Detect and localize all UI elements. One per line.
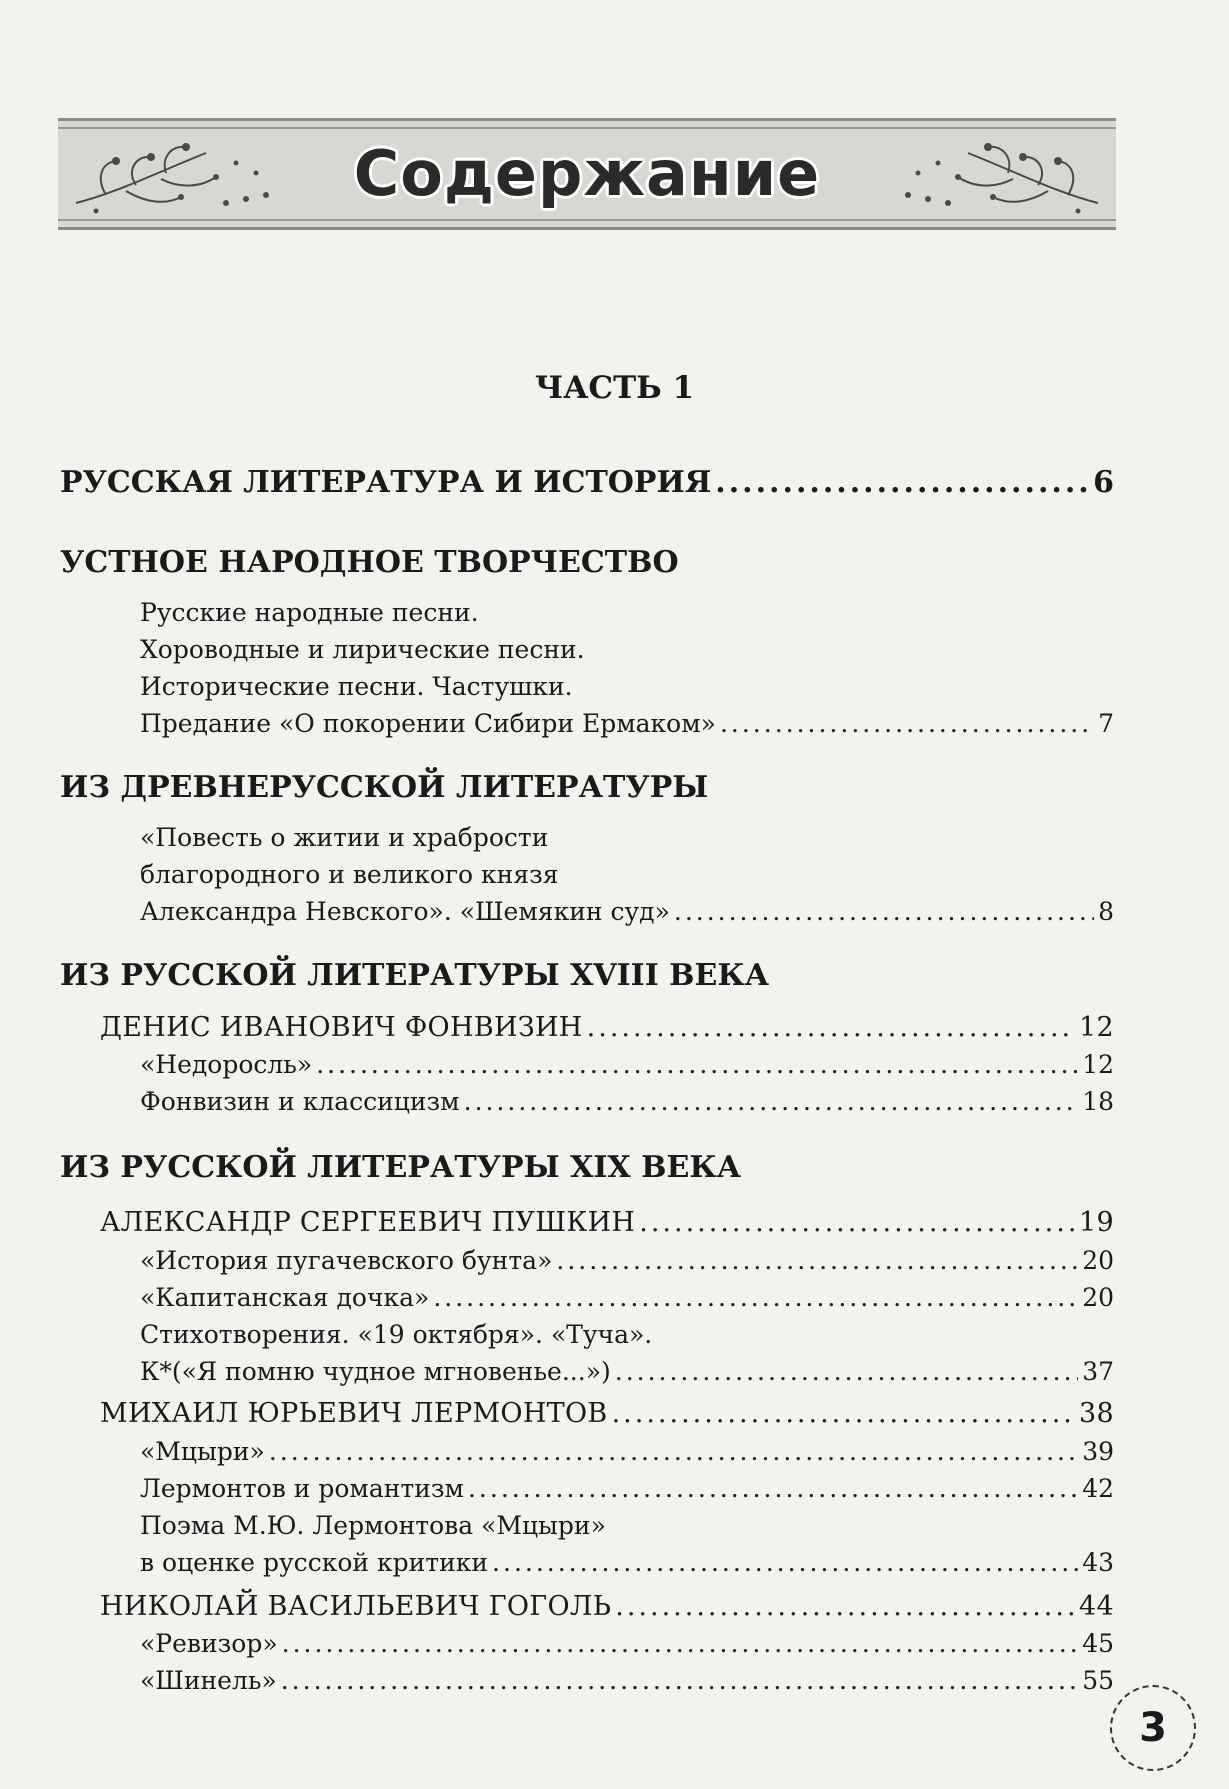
dot-leader <box>639 1207 1075 1238</box>
toc-page-number: 42 <box>1082 1474 1114 1503</box>
toc-subline-label: «Повесть о житии и храбрости <box>140 823 549 852</box>
toc-entry-label: К*(«Я помню чудное мгновенье...») <box>140 1357 611 1386</box>
toc-subline <box>140 823 548 852</box>
dot-leader <box>316 1050 1078 1079</box>
toc-subline-label: Поэма М.Ю. Лермонтова «Мцыри» <box>140 1511 606 1540</box>
dot-leader <box>464 1087 1079 1116</box>
toc-entry-pushkin-poems[interactable] <box>140 1357 1114 1386</box>
section-heading-label: УСТНОЕ НАРОДНОЕ ТВОРЧЕСТВО <box>60 545 679 580</box>
header-banner <box>58 118 1116 230</box>
toc-page-number: 38 <box>1079 1398 1114 1429</box>
toc-subline <box>140 635 585 664</box>
toc-entry-label: МИХАИЛ ЮРЬЕВИЧ ЛЕРМОНТОВ <box>100 1398 608 1429</box>
toc-entry-label: «Капитанская дочка» <box>140 1283 430 1312</box>
toc-entry-label: «Недоросль» <box>140 1050 313 1079</box>
toc-entry-label: АЛЕКСАНДР СЕРГЕЕВИЧ ПУШКИН <box>100 1207 636 1238</box>
toc-subline-label: благородного и великого князя <box>140 860 559 889</box>
dot-leader <box>556 1246 1078 1275</box>
toc-entry-label: Лермонтов и романтизм <box>140 1474 464 1503</box>
toc-page-number: 20 <box>1082 1246 1114 1275</box>
toc-subline-label: Русские народные песни. <box>140 598 479 627</box>
toc-page-number: 43 <box>1082 1548 1114 1577</box>
page-title: Содержание <box>353 137 821 210</box>
toc-entry-label: ДЕНИС ИВАНОВИЧ ФОНВИЗИН <box>100 1012 583 1043</box>
section-heading-xix <box>60 1150 741 1185</box>
toc-subline-label: Исторические песни. Частушки. <box>140 672 573 701</box>
toc-subline <box>140 1320 652 1349</box>
toc-entry-label: Фонвизин и классицизм <box>140 1087 460 1116</box>
toc-entry-nedorosl[interactable] <box>140 1050 1114 1079</box>
dot-leader <box>720 709 1094 738</box>
dot-leader <box>674 897 1094 926</box>
section-heading-label: ИЗ ДРЕВНЕРУССКОЙ ЛИТЕРАТУРЫ <box>60 770 709 805</box>
toc-author-pushkin[interactable] <box>100 1207 1114 1238</box>
dot-leader <box>492 1548 1078 1577</box>
section-heading-label: ИЗ РУССКОЙ ЛИТЕРАТУРЫ XIX ВЕКА <box>60 1150 742 1185</box>
section-heading-label: ИЗ РУССКОЙ ЛИТЕРАТУРЫ XVIII ВЕКА <box>60 958 770 993</box>
dot-leader <box>282 1629 1079 1658</box>
dot-leader <box>281 1666 1078 1695</box>
toc-page-number: 19 <box>1079 1207 1114 1238</box>
toc-subline <box>140 672 573 701</box>
toc-entry-label: РУССКАЯ ЛИТЕРАТУРА И ИСТОРИЯ <box>60 465 712 500</box>
toc-subline-label: Стихотворения. «19 октября». «Туча». <box>140 1320 653 1349</box>
toc-page-number: 44 <box>1079 1591 1114 1622</box>
toc-page-number: 6 <box>1093 465 1114 500</box>
toc-entry-ermak[interactable] <box>140 709 1114 738</box>
dot-leader <box>269 1437 1078 1466</box>
toc-page-number: 18 <box>1082 1087 1114 1116</box>
part-title: ЧАСТЬ 1 <box>534 370 695 406</box>
toc-subline <box>140 1511 606 1540</box>
toc-entry-label: Предание «О покорении Сибири Ермаком» <box>140 709 716 738</box>
toc-page-number: 55 <box>1082 1666 1114 1695</box>
floral-ornament-icon <box>888 133 1108 221</box>
toc-entry-lermontov-romanticism[interactable] <box>140 1474 1114 1503</box>
toc-subline <box>140 860 559 889</box>
toc-page-number: 12 <box>1079 1012 1114 1043</box>
toc-entry-mtsyri-criticism[interactable] <box>140 1548 1114 1577</box>
toc-page-number: 7 <box>1098 709 1114 738</box>
dot-leader <box>615 1591 1075 1622</box>
toc-entry-revizor[interactable] <box>140 1629 1114 1658</box>
toc-entry-label: «Ревизор» <box>140 1629 278 1658</box>
toc-entry-label: Александра Невского». «Шемякин суд» <box>140 897 670 926</box>
dot-leader <box>612 1398 1075 1429</box>
toc-entry-pugachev[interactable] <box>140 1246 1114 1275</box>
toc-author-lermontov[interactable] <box>100 1398 1114 1429</box>
dot-leader <box>587 1012 1075 1043</box>
section-heading-folk <box>60 545 679 580</box>
toc-page-number: 12 <box>1082 1050 1114 1079</box>
toc-subline <box>140 598 479 627</box>
toc-entry-label: «Мцыри» <box>140 1437 265 1466</box>
toc-entry-label: НИКОЛАЙ ВАСИЛЬЕВИЧ ГОГОЛЬ <box>100 1591 612 1622</box>
toc-page-number: 39 <box>1082 1437 1114 1466</box>
toc-page-number: 8 <box>1098 897 1114 926</box>
toc-entry-russian-literature-history[interactable] <box>60 465 1114 500</box>
toc-entry-label: «История пугачевского бунта» <box>140 1246 553 1275</box>
dot-leader <box>615 1357 1078 1386</box>
toc-entry-nevsky[interactable] <box>140 897 1114 926</box>
toc-entry-label: в оценке русской критики <box>140 1548 489 1577</box>
toc-entry-captains-daughter[interactable] <box>140 1283 1114 1312</box>
dot-leader <box>468 1474 1078 1503</box>
toc-entry-shinel[interactable] <box>140 1666 1114 1695</box>
dot-leader <box>433 1283 1078 1312</box>
toc-page-number: 45 <box>1082 1629 1114 1658</box>
toc-author-fonvizin[interactable] <box>100 1012 1114 1043</box>
section-heading-xviii <box>60 958 769 993</box>
toc-author-gogol[interactable] <box>100 1591 1114 1622</box>
section-heading-old-russian <box>60 770 708 805</box>
toc-page-number: 37 <box>1082 1357 1114 1386</box>
toc-entry-mtsyri[interactable] <box>140 1437 1114 1466</box>
toc-entry-label: «Шинель» <box>140 1666 277 1695</box>
dot-leader <box>715 465 1089 500</box>
toc-entry-fonvizin-classicism[interactable] <box>140 1087 1114 1116</box>
toc-subline-label: Хороводные и лирические песни. <box>140 635 585 664</box>
toc-page-number: 20 <box>1082 1283 1114 1312</box>
page-number-badge: 3 <box>1110 1685 1196 1771</box>
